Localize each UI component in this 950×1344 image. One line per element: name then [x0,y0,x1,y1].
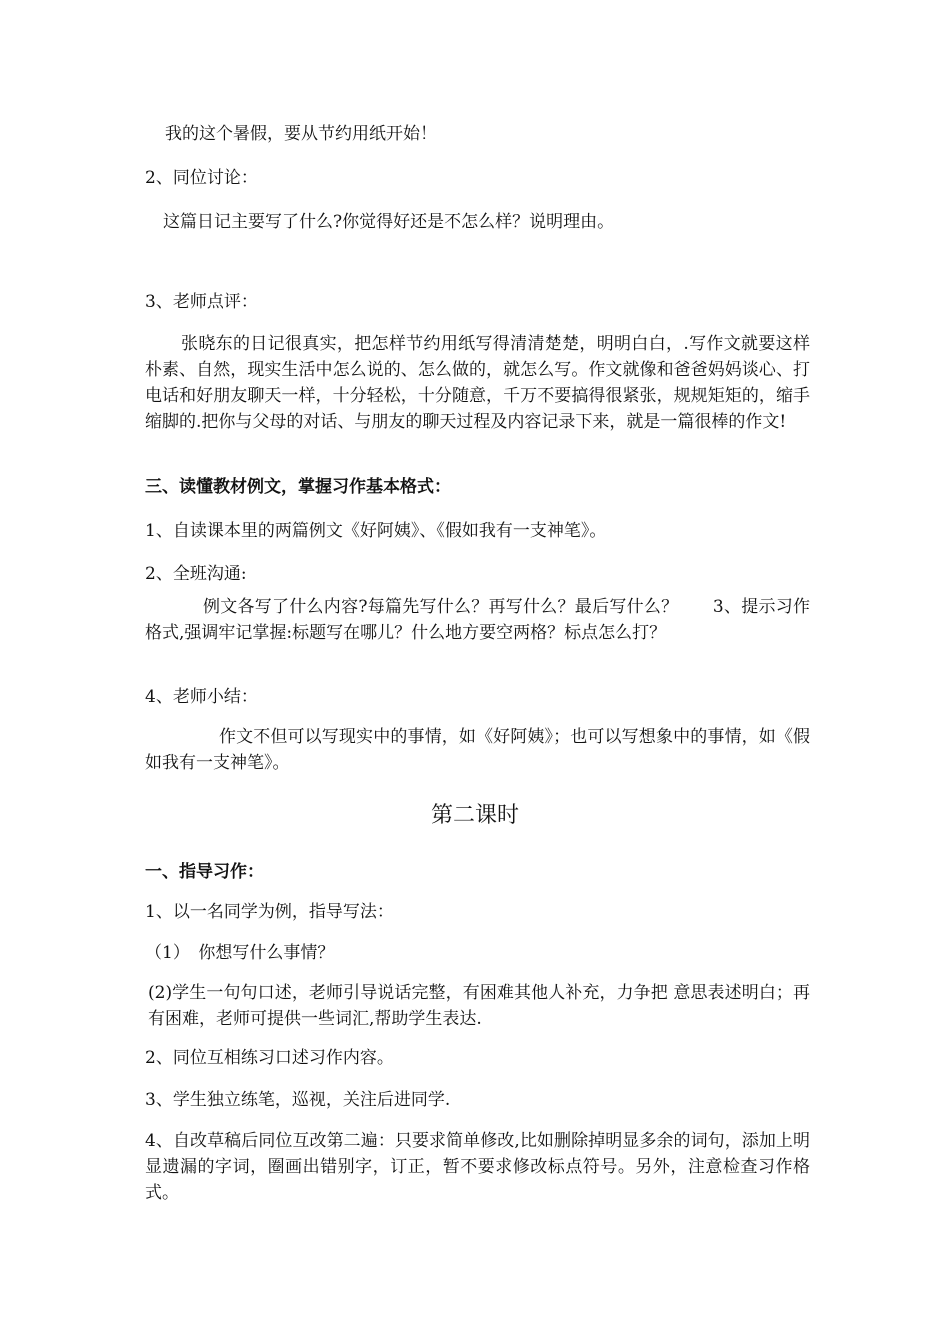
item-1-example-student: 1、以一名同学为例，指导写法： [145,902,394,922]
item-1-read-examples: 1、自读课本里的两篇例文《好阿姨》、《假如我有一支神笔》。 [145,521,607,541]
item-4-revision-paragraph: 4、自改草稿后同位互改第二遍：只要求简单修改,比如删除掉明显多余的词句，添加上明显遗漏的字词，圈画出错别字，订正，暂不要求修改标点符号。另外，注意检查习作格式。 [145,1131,810,1203]
item-3-teacher-comment: 3、老师点评： [145,292,258,312]
sub-item-2-paragraph: (2)学生一句句口述，老师引导说话完整，有困难其他人补充，力争把 意思表述明白；再有困难，老师可提供一些词汇,帮助学生表达. [148,983,810,1029]
teacher-comment-paragraph: 张晓东的日记很真实，把怎样节约用纸写得清清楚楚，明明白白，.写作文就要这样朴素、自然，现实生活中怎么说的、怎么做的，就怎么写。作文就像和爸爸妈妈谈心、打电话和好朋友聊天一样，十分轻松，十分随意，千万不要搞得很紧张，规规矩矩的，缩手缩脚的.把你与父母的对话、与朋友的聊天过程及内容记录下来，就是一篇很棒的作文! [145,334,810,432]
item-2-pair-practice: 2、同位互相练习口述习作内容。 [145,1048,394,1068]
discussion-question: 这篇日记主要写了什么?你觉得好还是不怎么样？说明理由。 [163,212,615,232]
lesson-2-title: 第二课时 [430,803,519,828]
example-questions-paragraph: 例文各写了什么内容?每篇先写什么？再写什么？最后写什么？ 3、提示习作格式,强调牢记掌握:标题写在哪儿？什么地方要空两格？标点怎么打？ [145,597,810,643]
summary-paragraph: 作文不但可以写现实中的事情，如《好阿姨》；也可以写想象中的事情，如《假如我有一支神笔》。 [145,727,810,773]
sub-item-1: （1） 你想写什么事情？ [145,943,335,963]
item-2-pair-discussion: 2、同位讨论： [145,168,258,188]
closing-line: 我的这个暑假，要从节约用纸开始！ [165,124,437,144]
section-1-heading: 一、指导习作： [145,862,264,882]
item-4-teacher-summary: 4、老师小结： [145,687,258,707]
item-2-class-communication: 2、全班沟通: [145,564,247,584]
item-3-independent-writing: 3、学生独立练笔，巡视，关注后进同学. [145,1090,451,1110]
section-3-heading: 三、读懂教材例文，掌握习作基本格式： [145,477,451,497]
